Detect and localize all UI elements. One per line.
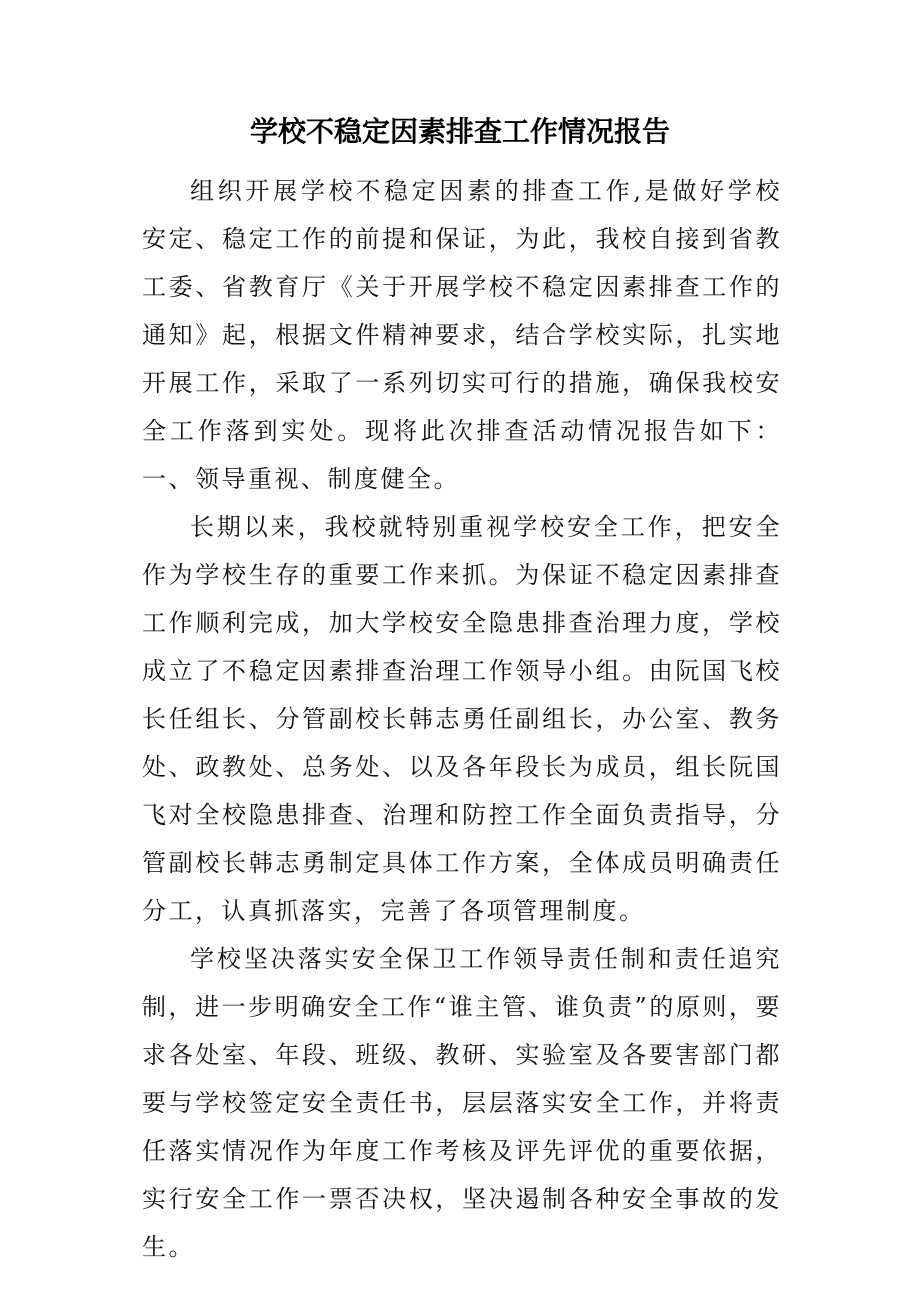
paragraph-2: 长期以来，我校就特别重视学校安全工作，把安全作为学校生存的重要工作来抓。为保证不稳定因素排查工作顺利完成，加大学校安全隐患排查治理力度，学校成立了不稳定因素排查治理工作领导小组。由阮国飞校长任组长、分管副校长韩志勇任副组长，办公室、教务处、政教处、总务处、以及各年段长为成员，组长阮国飞对全校隐患排查、治理和防控工作全面负责指导，分管副校长韩志勇制定具体工作方案，全体成员明确责任分工，认真抓落实，完善了各项管理制度。 <box>142 513 782 925</box>
page-title: 学校不稳定因素排查工作情况报告 <box>249 115 670 148</box>
paragraph-3: 学校坚决落实安全保卫工作领导责任制和责任追究制，进一步明确安全工作“谁主管、谁负责”的原则，要求各处室、年段、班级、教研、实验室及各要害部门都要与学校签定安全责任书，层层落实安全工作，并将责任落实情况作为年度工作考核及评先评优的重要依据，实行安全工作一票否决权，坚决遏制各种安全事故的发生。 <box>142 945 782 1261</box>
paragraph-1: 组织开展学校不稳定因素的排查工作,是做好学校安定、稳定工作的前提和保证，为此，我校自接到省教工委、省教育厅《关于开展学校不稳定因素排查工作的通知》起，根据文件精神要求，结合学校实际，扎实地开展工作，采取了一系列切实可行的措施，确保我校安全工作落到实处。现将此次排查活动情况报告如下： 一、领导重视、制度健全。 <box>142 177 782 493</box>
document-body <box>142 167 782 1271</box>
